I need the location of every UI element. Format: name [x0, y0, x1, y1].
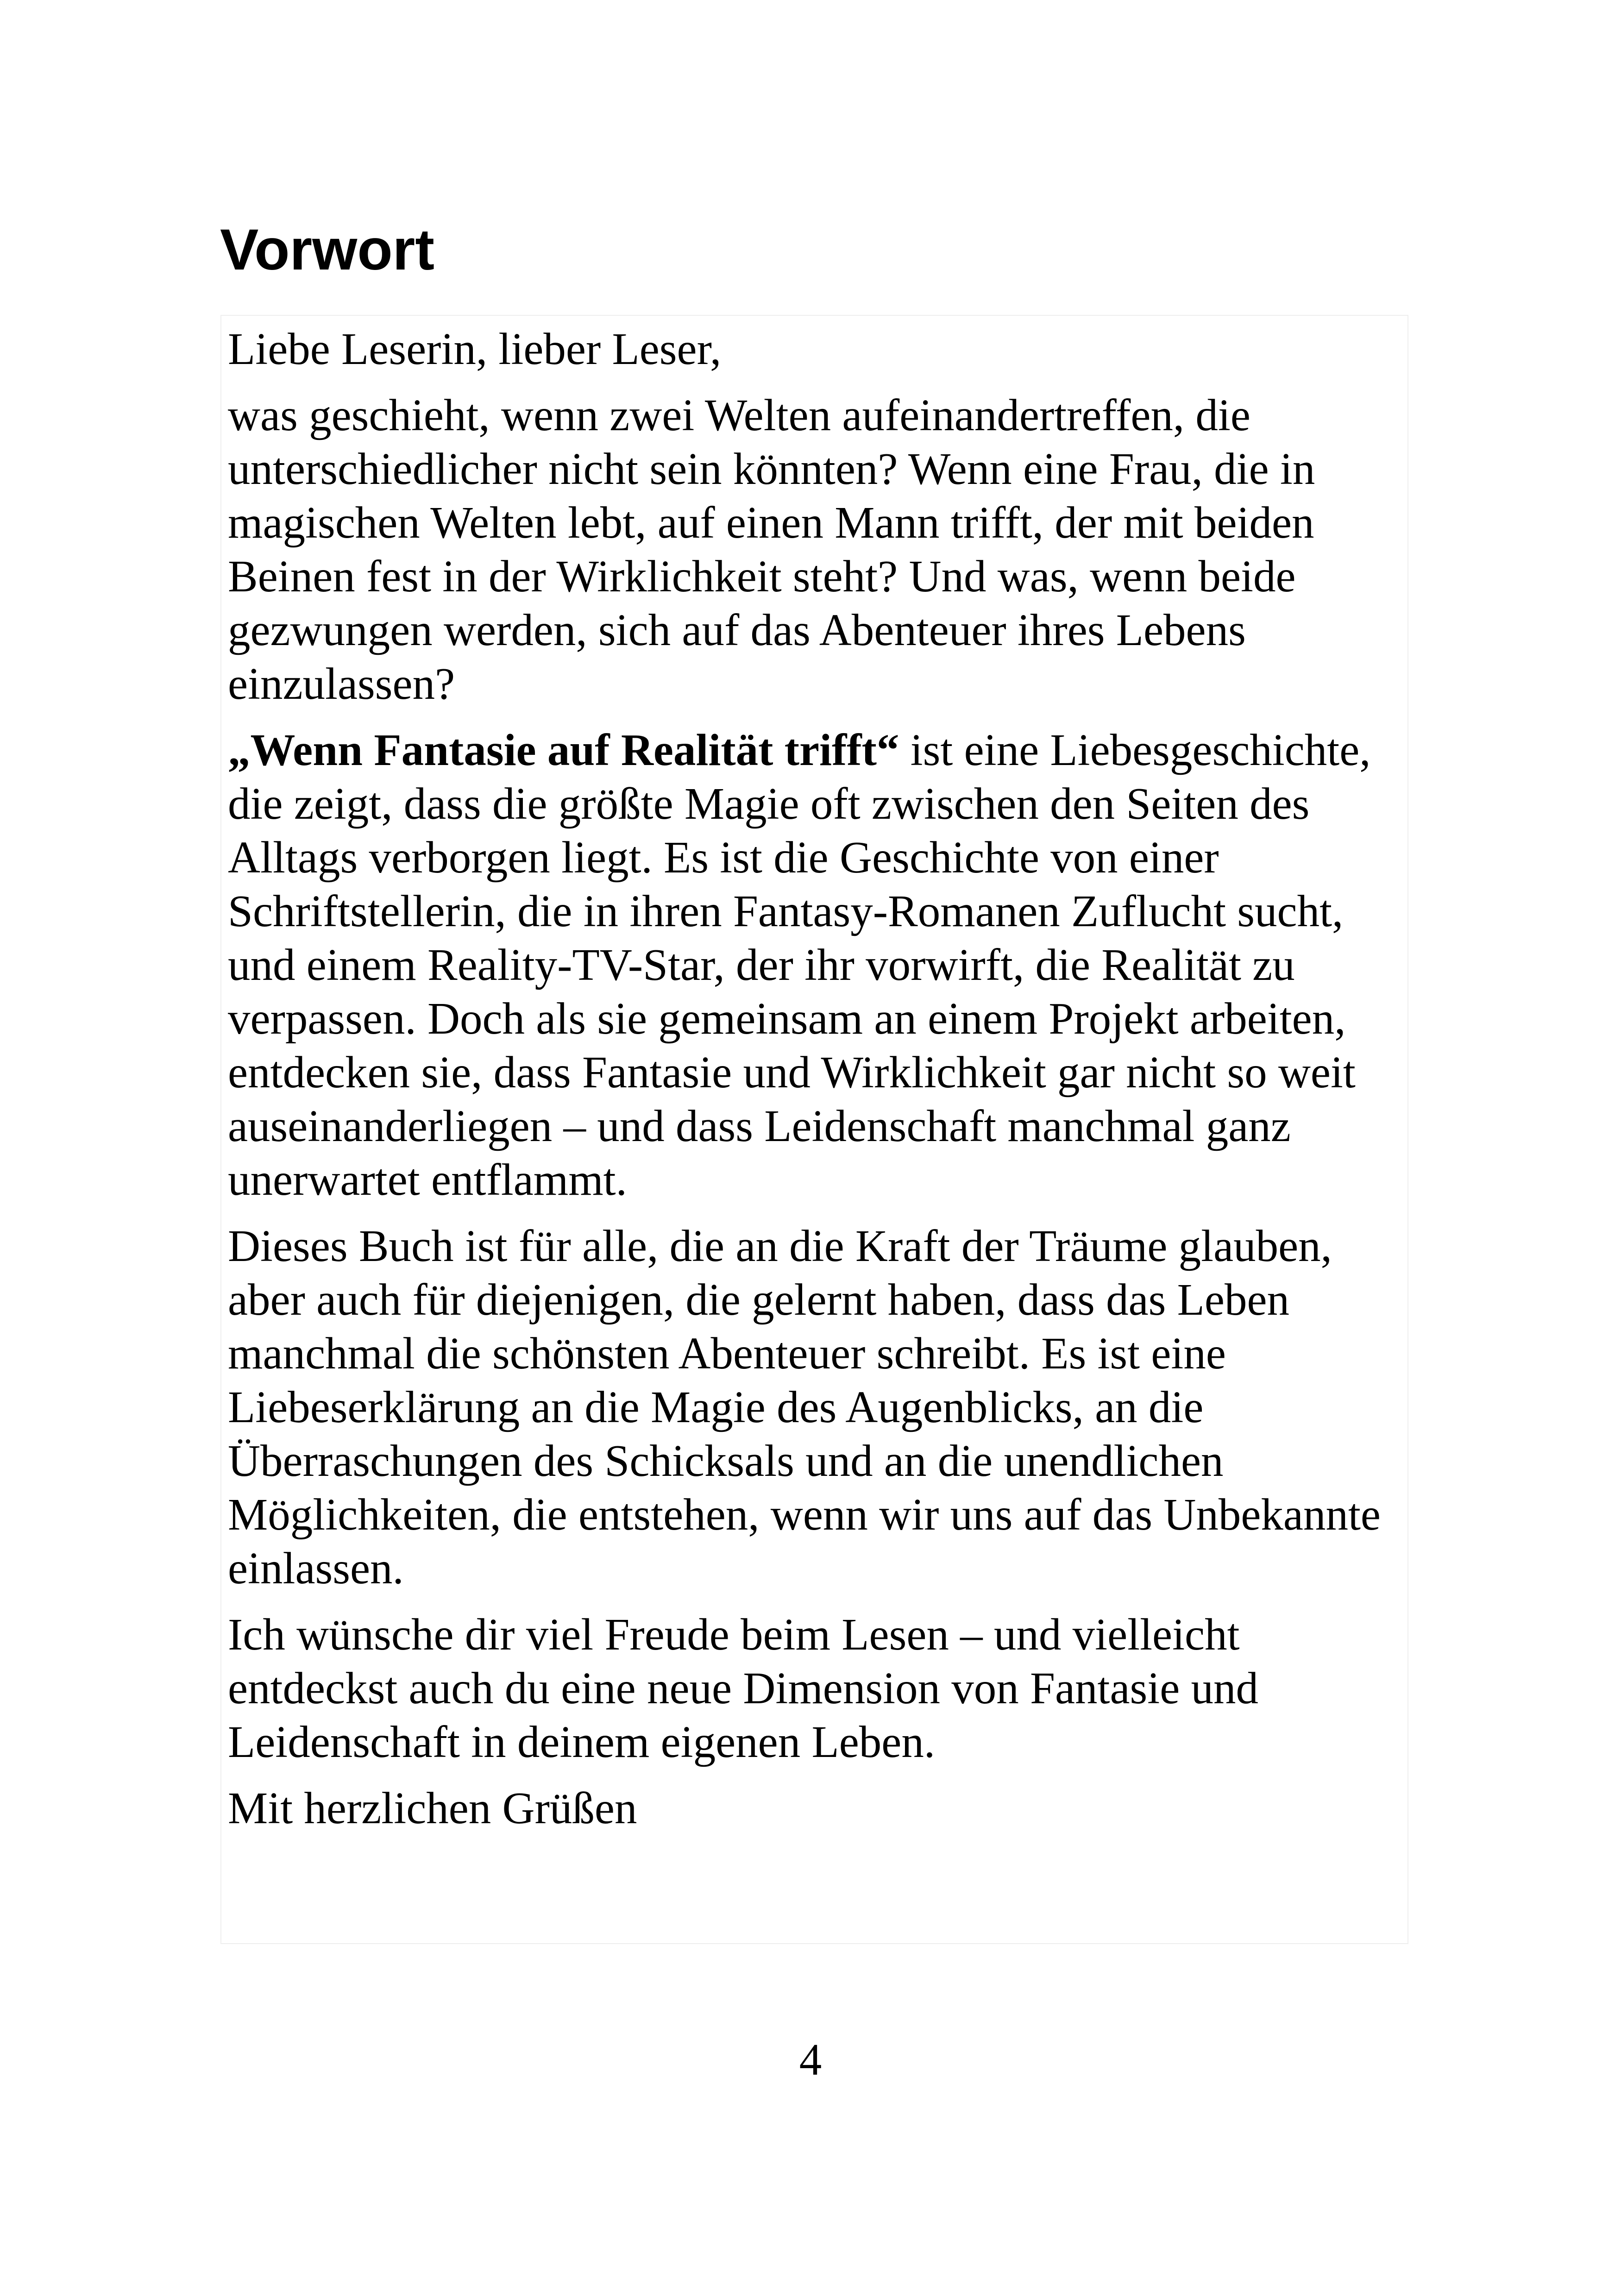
text-frame: [220, 315, 1408, 1944]
page-number: 4: [799, 2035, 822, 2084]
book-title: „Wenn Fantasie auf Realität trifft“: [228, 725, 899, 775]
paragraph-wishes: Ich wünsche dir viel Freude beim Lesen – und vielleicht entdeckst auch du eine neue Dimension von Fantasie und Leidenschaft in deinem eigenen Leben.: [228, 1610, 1259, 1767]
closing: Mit herzlichen Grüßen: [228, 1783, 637, 1833]
page-title: Vorwort: [220, 218, 434, 282]
paragraph-audience: Dieses Buch ist für alle, die an die Kraft der Träume glauben, aber auch für diejenigen, die gelernt haben, dass das Leben manchmal die schönsten Abenteuer schreibt. Es ist eine Liebeserklärung an die Magie des Augenblicks, an die Überraschungen des Schicksals und an die unendlichen Möglichkeiten, die entstehen, wenn wir uns auf das Unbekannte einlassen.: [228, 1221, 1381, 1593]
paragraph-book-text: ist eine Liebesgeschichte, die zeigt, dass die größte Magie oft zwischen den Seiten des Alltags verborgen liegt. Es ist die Geschichte von einer Schriftstellerin, die in ihren Fantasy-Romanen Zuflucht sucht, und einem Reality-TV-Star, der ihr vorwirft, die Realität zu verpassen. Doch als sie gemeinsam an einem Projekt arbeiten, entdecken sie, dass Fantasie und Wirklichkeit gar nicht so weit auseinanderliegen – und dass Leidenschaft manchmal ganz unerwartet entflammt.: [228, 725, 1371, 1204]
paragraph-book: [228, 723, 1399, 1207]
salutation: Liebe Leserin, lieber Leser,: [228, 324, 722, 374]
paragraph-intro: was geschieht, wenn zwei Welten aufeinandertreffen, die unterschiedlicher nicht sein könnten? Wenn eine Frau, die in magischen Welten lebt, auf einen Mann trifft, der mit beiden Beinen fest in der Wirklichkeit steht? Und was, wenn beide gezwungen werden, sich auf das Abenteuer ihres Lebens einzulassen?: [228, 390, 1315, 709]
